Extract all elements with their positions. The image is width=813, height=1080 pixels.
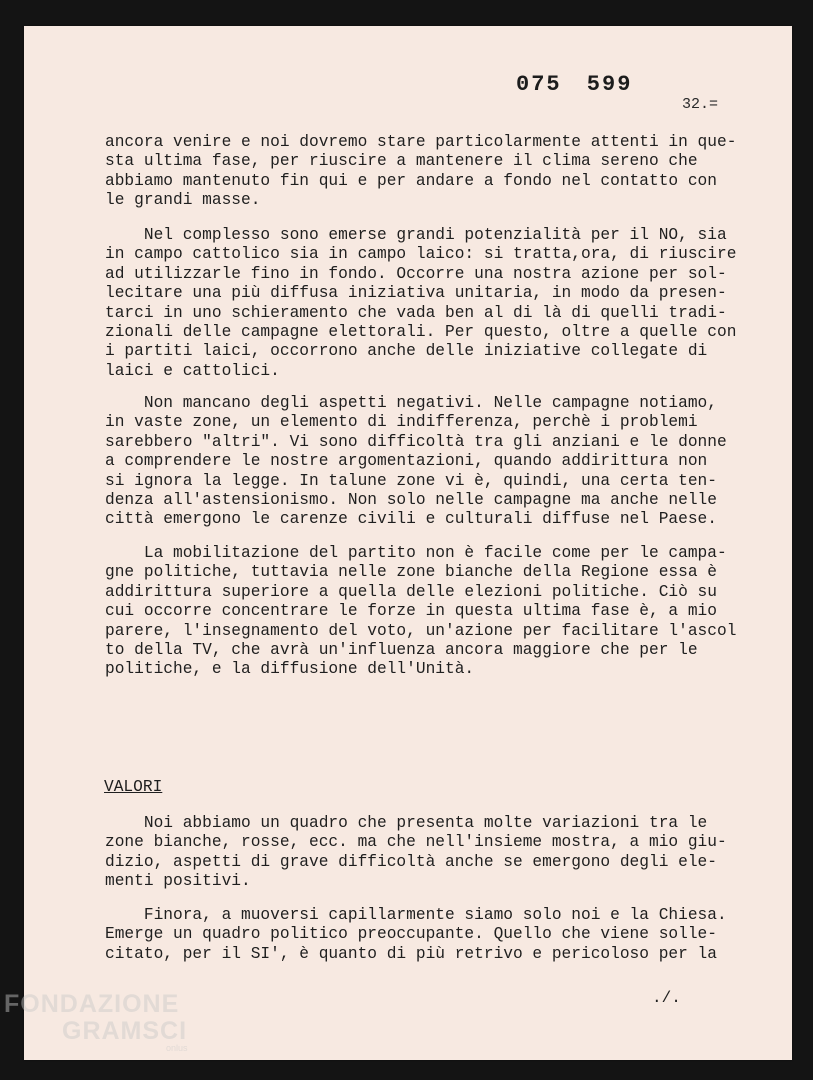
- paragraph-continuation: ancora venire e noi dovremo stare particolarmente attenti in que- sta ultima fase, per riuscire a mantenere il clima sereno che abbiamo mantenuto fin qui e per andare a fondo nel contatto con le grandi masse.: [105, 133, 737, 210]
- continuation-mark: ./.: [652, 989, 681, 1007]
- paragraph-mobilization: La mobilitazione del partito non è facile come per le campa- gne politiche, tuttavia nelle zone bianche della Regione essa è addirittura superiore a quella delle elezioni politiche. Ciò su cui occorre concentrare le forze in questa ultima fase è, a mio parere, l'insegnamento del voto, un'azione per facilitare l'ascol to della TV, che avrà un'influenza ancora maggiore che per le politiche, e la diffusione dell'Unità.: [105, 544, 737, 679]
- paragraph-potential: Nel complesso sono emerse grandi potenzialità per il NO, sia in campo cattolico sia in campo laico: si tratta,ora, di riuscire ad utilizzarle fino in fondo. Occorre una nostra azione per sol- lecitare una più diffusa iniziativa unitaria, in modo da presen- tarci in uno schieramento che vada ben al di là di quelli tradi- zionali delle campagne elettorali. Per questo, oltre a quelle con i partiti laici, occorrono anche delle iniziative collegate di laici e cattolici.: [105, 226, 737, 380]
- paragraph-church: Finora, a muoversi capillarmente siamo solo noi e la Chiesa. Emerge un quadro politico preoccupante. Quello che viene solle- citato, per il SI', è quanto di più retrivo e pericoloso per la: [105, 906, 727, 963]
- watermark-line1: FONDAZIONE: [4, 990, 180, 1018]
- paragraph-values-overview: Noi abbiamo un quadro che presenta molte variazioni tra le zone bianche, rosse, ecc. ma che nell'insieme mostra, a mio giu- dizio, aspetti di grave difficoltà anche se emergono degli ele- menti positivi.: [105, 814, 727, 891]
- paragraph-negatives: Non mancano degli aspetti negativi. Nelle campagne notiamo, in vaste zone, un elemento di indifferenza, perchè i problemi sarebbero "altri". Vi sono difficoltà tra gli anziani e le donne a comprendere le nostre argomentazioni, quando addirittura non si ignora la legge. In talune zone vi è, quindi, una certa ten- denza all'astensionismo. Non solo nelle campagne ma anche nelle città emergono le carenze civili e culturali diffuse nel Paese.: [105, 394, 727, 529]
- document-page: [24, 26, 792, 1060]
- archive-watermark: [4, 992, 188, 1053]
- watermark-line2: GRAMSCI: [62, 1017, 188, 1045]
- archive-number: 075 599: [516, 72, 633, 97]
- section-heading-valori: VALORI: [104, 778, 163, 796]
- page-number: 32.=: [682, 96, 719, 113]
- watermark-small: onlus: [166, 1043, 188, 1053]
